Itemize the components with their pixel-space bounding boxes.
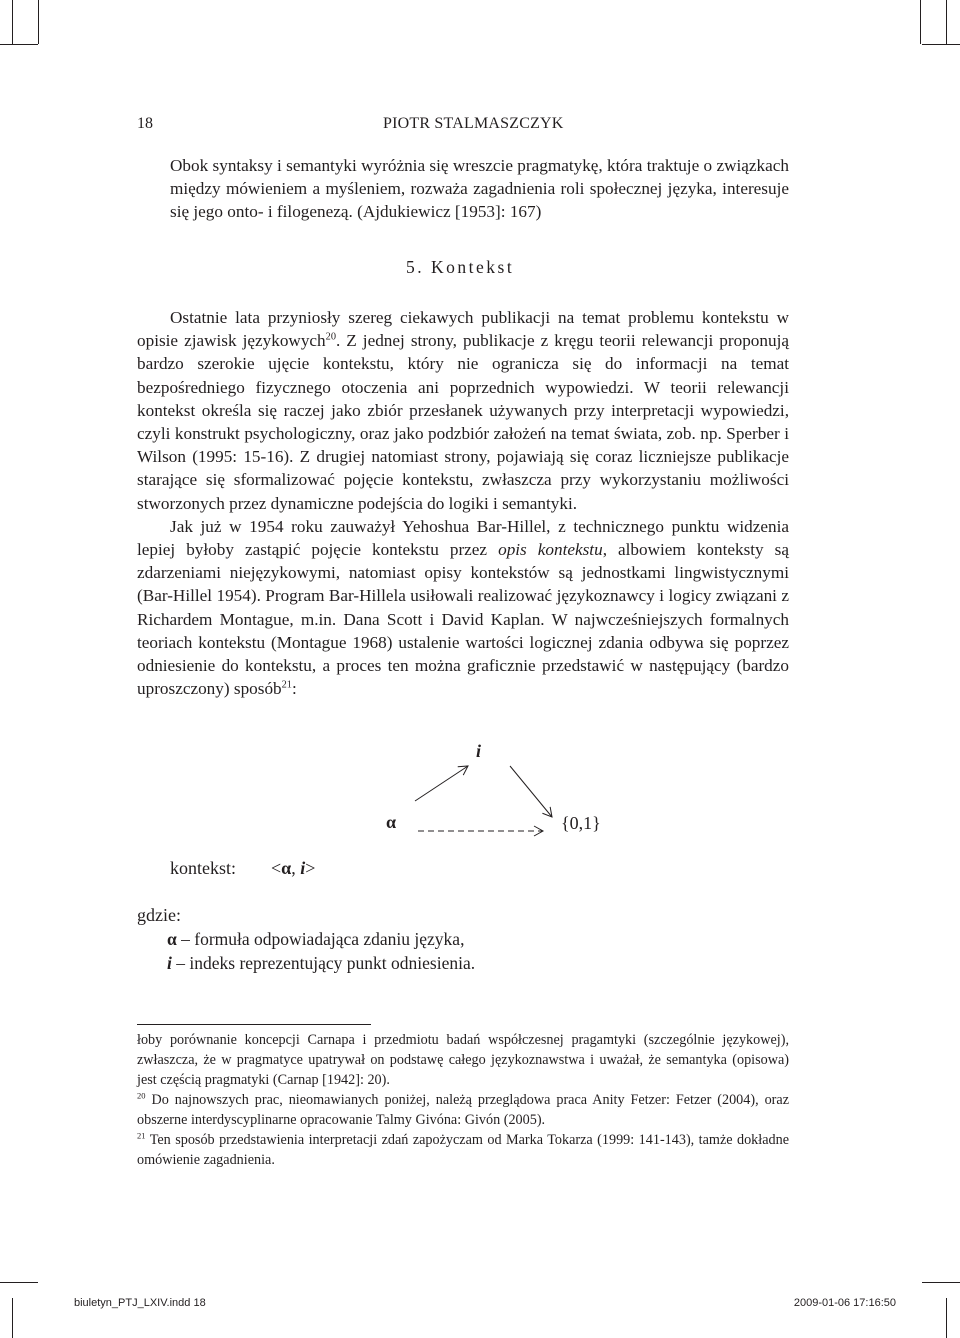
paragraph-1 (137, 306, 789, 515)
crop-mark (0, 1282, 38, 1283)
crop-mark (920, 0, 921, 44)
arrow-alpha-to-i (415, 766, 468, 801)
tuple-open: < (271, 858, 282, 878)
crop-mark (922, 44, 960, 45)
kontekst-tuple (271, 857, 315, 879)
block-quote: Obok syntaksy i semantyki wyróżnia się wreszcie pragmatykę, która traktuje o związkach między mówieniem a myśleniem, rozważa zagadnienia roli społecznej języka, interesuje się jego onto- i filogenezą. (Ajdukiewicz [1953]: 167) (170, 156, 789, 222)
footnote-20-number: 20 (137, 1090, 146, 1101)
paragraph-2-text-b: , albowiem konteksty są zdarzeniami niejęzykowymi, natomiast opisy kontekstów są jednostkami lingwistycznymi (Bar-Hillel 1954). Program Bar-Hillela usiłowali realizować językoznawcy i logicy związani z Richardem Montague, m.in. Dana Scott i David Kaplan. W najwcześniejszych formalnych teoriach kontekstu (Montague 1968) ustalenie wartości logicznej zdania odbywa się poprzez odniesienie do kontekstu, a proces ten można graficznie przedstawić w następujący (bardzo uproszczony) sposób (137, 540, 789, 699)
definition-alpha (167, 927, 475, 951)
crop-mark (38, 0, 39, 44)
footnote-21-text: Ten sposób przedstawienia interpretacji zdań zapożyczam od Marka Tokarza (1999: 141-143), tamże dokładne omówienie zagadnienia. (137, 1132, 789, 1168)
definition-i-text: – indeks reprezentujący punkt odniesienia. (171, 953, 476, 973)
running-header-author: PIOTR STALMASZCZYK (383, 115, 564, 132)
kontekst-label: kontekst: (170, 858, 236, 878)
crop-mark (12, 1298, 13, 1338)
arrow-i-to-set (510, 766, 552, 817)
definition-i-symbol: i (167, 953, 172, 973)
tuple-index: i (300, 858, 306, 878)
paragraph-1-text-a: Ostatnie lata przyniosły szereg ciekawych publikacji na temat problemu kontekstu w opisie zjawisk językowych (137, 308, 789, 351)
definition-alpha-symbol: α (167, 929, 177, 949)
gdzie-label: gdzie: (137, 905, 181, 925)
crop-mark (946, 1298, 947, 1338)
diagram-node-alpha: α (386, 812, 397, 832)
definition-alpha-text: – formuła odpowiadająca zdaniu języka, (176, 929, 465, 949)
footnote-21 (137, 1130, 789, 1170)
footnote-21-number: 21 (137, 1130, 146, 1141)
footnote-19-continuation: łoby porównanie koncepcji Carnapa i przedmiotu badań współczesnej pragamtyki (szczególnie językowej), zwłaszcza, że w pragmatyce upatrywał on podstawę całego językoznawstwa i uważał, że semantyka (opisowa) jest częścią pragmatyki (Carnap [1942]: 20). (137, 1032, 789, 1088)
paragraph-2-italic-term: opis kontekstu (498, 540, 603, 560)
diagram-node-set: {0,1} (561, 813, 601, 833)
crop-mark (0, 44, 38, 45)
tuple-comma: , (291, 858, 301, 878)
definition-list (167, 927, 475, 975)
footnote-20 (137, 1090, 789, 1130)
crop-mark (12, 0, 13, 44)
paragraph-2 (137, 515, 789, 701)
crop-mark (922, 1282, 960, 1283)
section-body (137, 306, 789, 700)
paragraph-2-text-a: Jak już w 1954 roku zauważył Yehoshua Bar-Hillel, z technicznego punktu widzenia lepiej byłoby zastąpić pojęcie kontekstu przez (137, 516, 789, 560)
section-heading: 5. Kontekst (406, 257, 515, 277)
crop-mark (946, 0, 947, 44)
paragraph-2-text-c: : (291, 679, 297, 699)
footnote-separator (137, 1024, 371, 1025)
tuple-alpha: α (281, 858, 292, 878)
footnote-ref-21: 21 (281, 679, 292, 691)
footnote-ref-20: 20 (325, 331, 336, 343)
slug-timestamp: 2009-01-06 17:16:50 (793, 1297, 896, 1309)
tuple-close: > (305, 858, 316, 878)
slug-filename: biuletyn_PTJ_LXIV.indd 18 (74, 1297, 206, 1309)
diagram-node-i: i (476, 741, 482, 761)
page-number: 18 (137, 115, 153, 132)
definition-i (167, 951, 475, 975)
footnotes (137, 1030, 789, 1170)
paragraph-1-text-b: . Z jednej strony, publikacje z kręgu teorii relewancji proponują bardzo szerokie ujęcie kontekstu, który nie ogranicza się do informacji na temat bezpośredniego fizycznego otoczenia ani poprzednich wypowiedzi. W teorii relewancji kontekst określa się raczej jako zbiór przesłanek używanych przy interpretacji wypowiedzi, czyli konstrukt psychologiczny, oraz jako podzbiór założeń na temat świata, zob. np. Sperber i Wilson (1995: 15-16). Z drugiej natomiast strony, pojawiają się coraz liczniejsze publikacje starające się sformalizować pojęcie kontekstu, zwłaszcza przy wykorzystaniu możliwości stworzonych przez dynamiczne podejścia do logiki i semantyki. (137, 331, 789, 513)
footnote-20-text: Do najnowszych prac, nieomawianych poniżej, należą przeglądowa praca Anity Fetzer: Fetzer (2004), oraz obszerne interdyscyplinarne opracowanie Talmy Givóna: Givón (2005). (137, 1092, 789, 1128)
